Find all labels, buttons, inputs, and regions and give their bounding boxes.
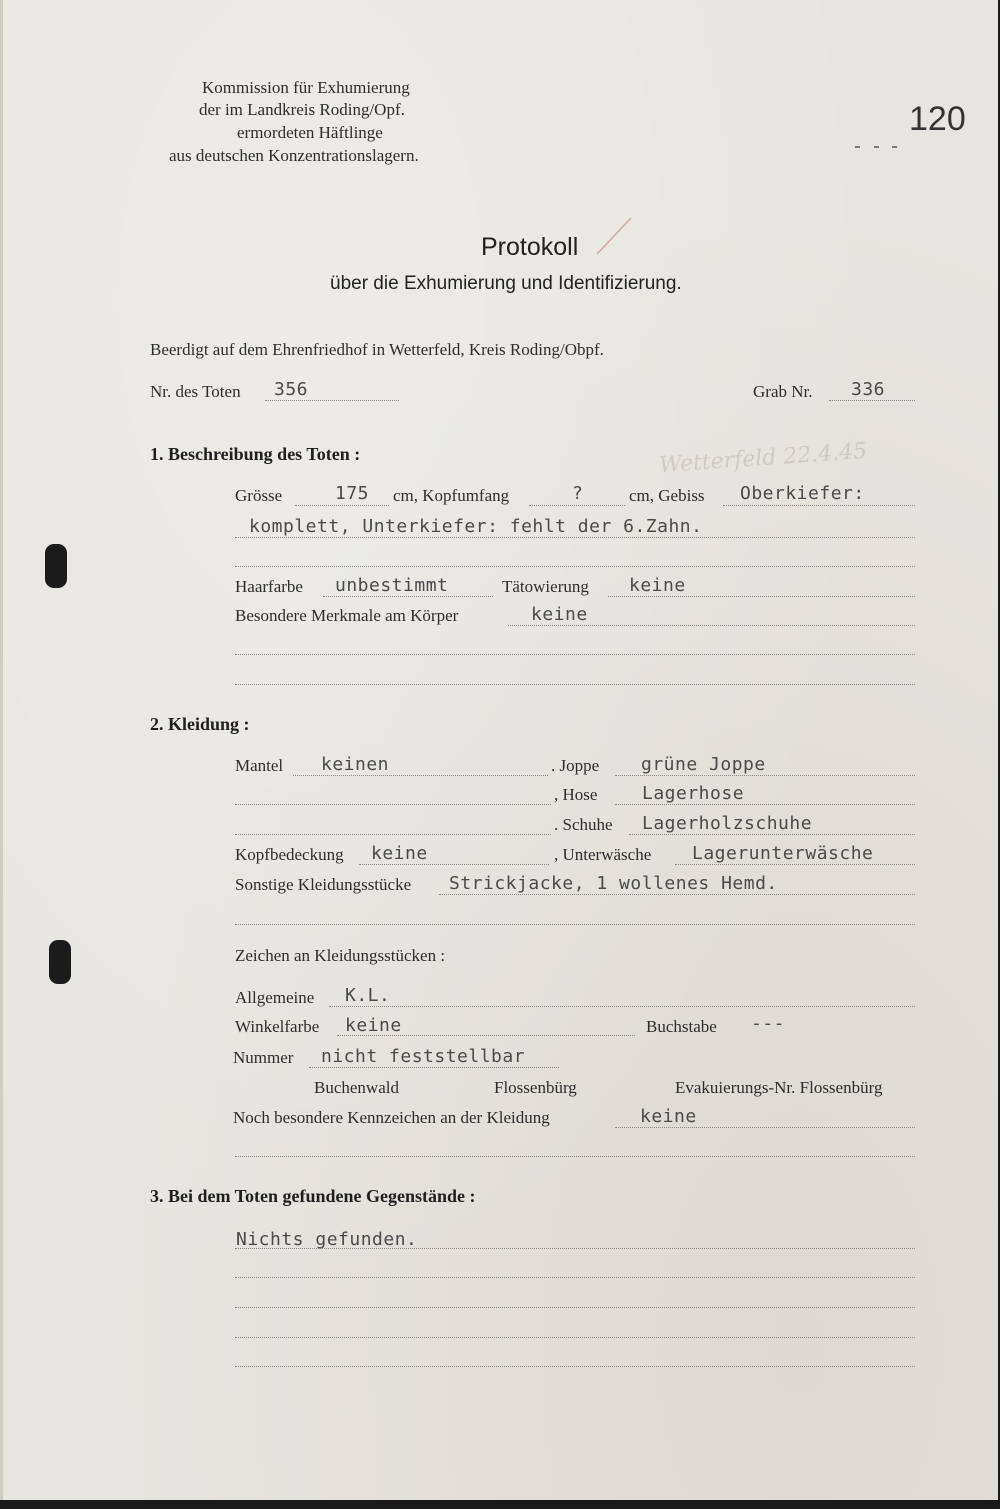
document-subtitle: über die Exhumierung und Identifizierung. [330, 273, 682, 294]
hair-label: Haarfarbe [235, 577, 303, 596]
page-number: 120 [909, 100, 966, 138]
hair-line [323, 596, 493, 597]
tattoo-label: Tätowierung [502, 577, 589, 596]
height-value: 175 [335, 483, 370, 504]
underwear-value: Lagerunterwäsche [692, 843, 874, 864]
triangle-color-label: Winkelfarbe [235, 1017, 320, 1036]
faint-stamp: Wetterfeld 22.4.45 [658, 438, 868, 479]
section-1-heading: 1. Beschreibung des Toten : [150, 444, 361, 464]
camp-flossenburg: Flossenbürg [494, 1078, 577, 1097]
punch-hole-bottom [49, 940, 71, 984]
blank-line [235, 1366, 915, 1367]
headwear-value: keine [371, 843, 428, 864]
triangle-color-line [337, 1035, 635, 1036]
blank-line [235, 1277, 915, 1278]
general-value: K.L. [345, 985, 391, 1006]
blank-line [235, 804, 551, 805]
blank-line [235, 1337, 915, 1338]
dead-number-label: Nr. des Toten [150, 382, 241, 401]
blank-line [235, 1156, 915, 1157]
underwear-line [675, 864, 915, 865]
blank-line [235, 924, 915, 925]
teeth-line-1 [723, 505, 915, 506]
blank-line [235, 684, 915, 685]
shoes-line [629, 834, 915, 835]
teeth-value-1: Oberkiefer: [740, 483, 865, 504]
cm-head-label: cm, Kopfumfang [393, 486, 510, 505]
coat-label: Mantel [235, 756, 284, 775]
height-line [295, 505, 389, 506]
coat-value: keinen [321, 754, 390, 775]
other-marks-value: keine [640, 1106, 697, 1127]
dead-number-line [265, 400, 399, 401]
camp-buchenwald: Buchenwald [314, 1078, 399, 1097]
commission-line-1: Kommission für Exhumierung [202, 78, 410, 97]
burial-location: Beerdigt auf dem Ehrenfriedhof in Wetterfeld, Kreis Roding/Obpf. [150, 340, 604, 359]
blank-line [235, 566, 915, 567]
section-2-heading: 2. Kleidung : [150, 714, 250, 734]
shoes-value: Lagerholzschuhe [642, 813, 813, 834]
grave-number-value: 336 [851, 379, 886, 400]
blank-line [235, 834, 551, 835]
shoes-label: . Schuhe [554, 815, 613, 834]
section-3-heading: 3. Bei dem Toten gefundene Gegenstände : [150, 1186, 476, 1206]
other-clothing-value: Strickjacke, 1 wollenes Hemd. [449, 873, 778, 894]
teeth-line-2 [235, 537, 915, 538]
underwear-label: , Unterwäsche [554, 845, 652, 864]
body-marks-value: keine [531, 604, 588, 625]
headwear-label: Kopfbedeckung [235, 845, 344, 864]
mark-dash [855, 146, 860, 148]
blank-line [235, 654, 915, 655]
camp-evacuation-number: Evakuierungs-Nr. Flossenbürg [675, 1078, 883, 1097]
found-items-line [235, 1248, 915, 1249]
letter-label: Buchstabe [646, 1017, 717, 1036]
dead-number-value: 356 [274, 379, 309, 400]
commission-line-2: der im Landkreis Roding/Opf. [199, 100, 405, 119]
jacket-value: grüne Joppe [641, 754, 766, 775]
trousers-value: Lagerhose [642, 783, 745, 804]
number-label: Nummer [233, 1048, 294, 1067]
trousers-label: , Hose [554, 785, 598, 804]
jacket-line [615, 775, 915, 776]
commission-line-4: aus deutschen Konzentrationslagern. [169, 146, 419, 165]
head-line [529, 505, 625, 506]
commission-line-3: ermordeten Häftlinge [237, 123, 383, 142]
triangle-color-value: keine [345, 1015, 402, 1036]
general-line [329, 1006, 915, 1007]
found-items-value: Nichts gefunden. [236, 1229, 418, 1250]
body-marks-line [508, 625, 915, 626]
clothing-marks-heading: Zeichen an Kleidungsstücken : [235, 946, 446, 965]
mark-dash [892, 146, 897, 148]
other-marks-label: Noch besondere Kennzeichen an der Kleidung [233, 1108, 550, 1127]
document-title: Protokoll [481, 233, 579, 261]
blank-line [235, 1307, 915, 1308]
height-label: Grösse [235, 486, 283, 505]
cm-teeth-label: cm, Gebiss [629, 486, 705, 505]
head-circumference-value: ? [572, 483, 584, 504]
other-marks-line [615, 1127, 915, 1128]
letter-value: --- [751, 1013, 786, 1034]
punch-hole-top [45, 544, 67, 588]
coat-line [293, 775, 548, 776]
mark-dash [874, 146, 879, 148]
tattoo-line [608, 596, 915, 597]
teeth-value-2: komplett, Unterkiefer: fehlt der 6.Zahn. [249, 516, 703, 537]
tattoo-value: keine [629, 575, 686, 596]
number-line [309, 1067, 559, 1068]
other-clothing-label: Sonstige Kleidungsstücke [235, 875, 412, 894]
body-marks-label: Besondere Merkmale am Körper [235, 606, 459, 625]
hair-value: unbestimmt [335, 575, 449, 596]
trousers-line [615, 804, 915, 805]
grave-number-line [829, 400, 915, 401]
other-clothing-line [439, 894, 915, 895]
red-check-mark [595, 214, 635, 258]
grave-number-label: Grab Nr. [753, 382, 813, 401]
headwear-line [359, 864, 549, 865]
number-value: nicht feststellbar [321, 1046, 526, 1067]
jacket-label: . Joppe [551, 756, 600, 775]
general-label: Allgemeine [235, 988, 315, 1007]
